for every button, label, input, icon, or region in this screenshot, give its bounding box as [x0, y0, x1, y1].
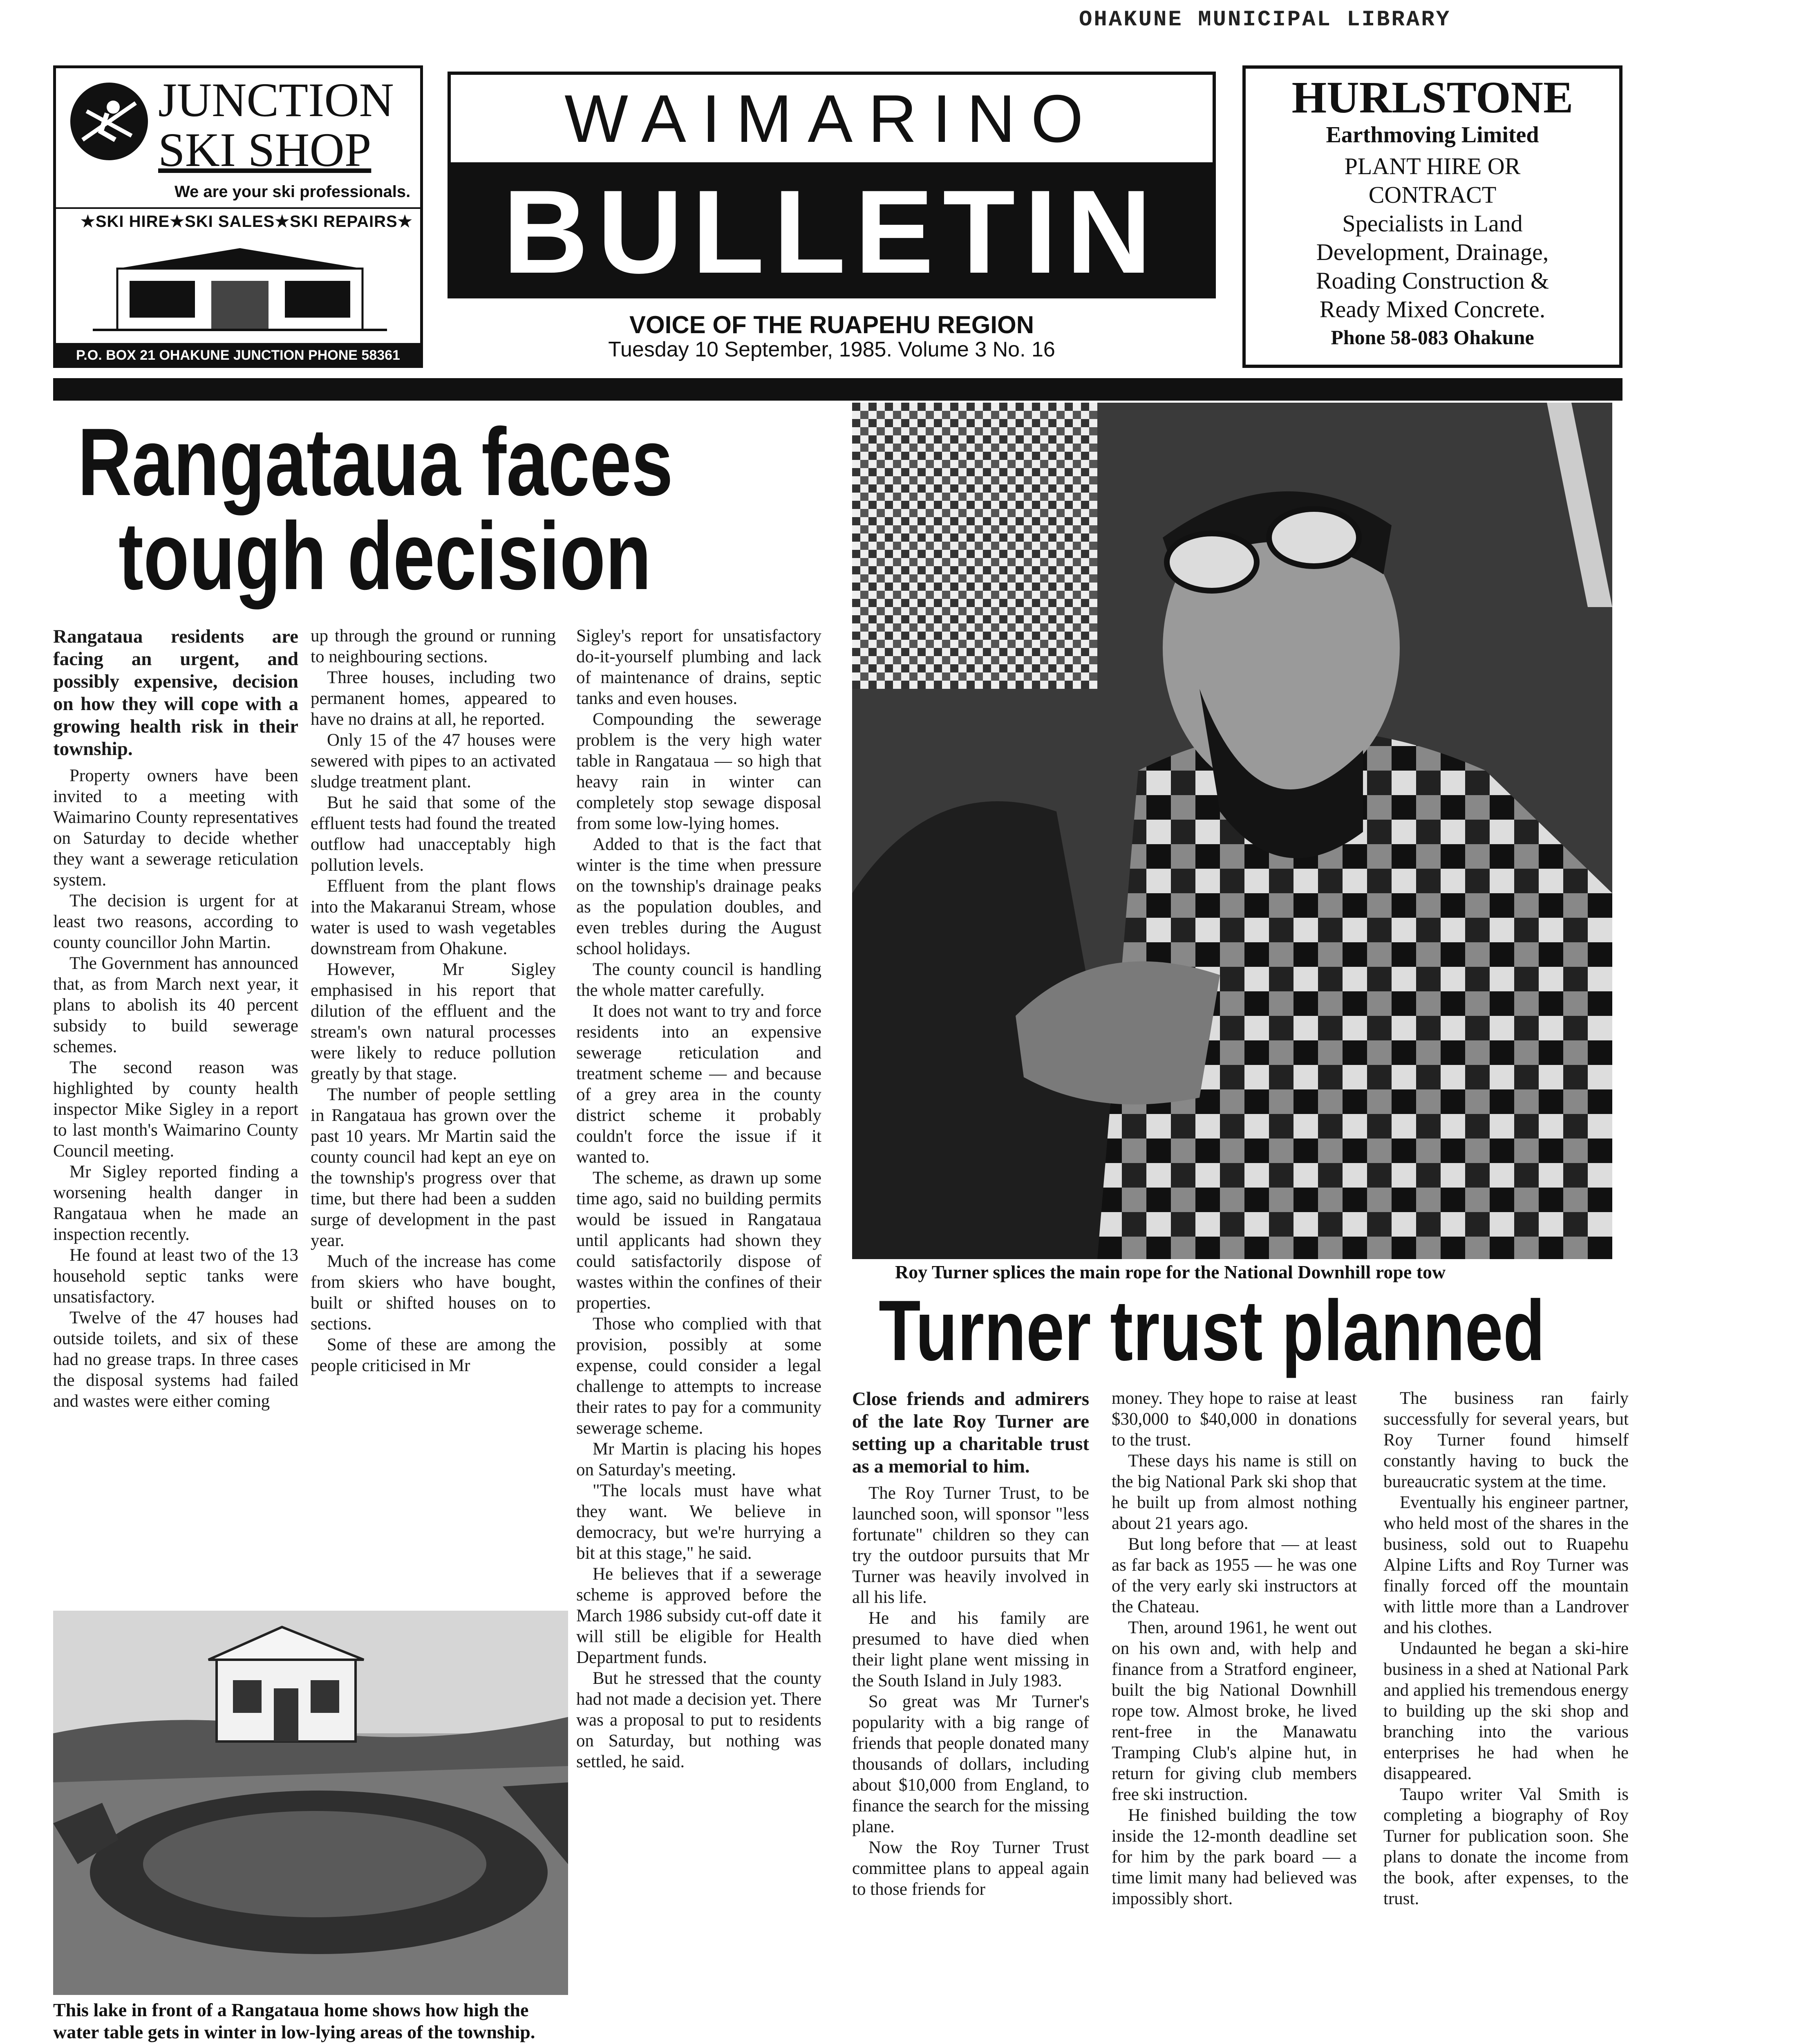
paragraph: Three houses, including two permanent homes, appeared to have no drains at all, he reported.	[311, 668, 556, 729]
paragraph: Mr Sigley reported finding a worsening health danger in Rangataua when he made an inspection recently.	[53, 1162, 298, 1244]
shop-name-line2: SKI SHOP	[158, 123, 371, 177]
paragraph: Sigley's report for unsatisfactory do-it-yourself plumbing and lack of maintenance of drains, septic tanks and even houses.	[576, 626, 821, 708]
paragraph: Those who complied with that provision, possibly at some expense, could consider a legal challenge to attempts to increase their rates to pay for a community sewerage scheme.	[576, 1314, 821, 1438]
masthead-name-main: BULLETIN	[448, 166, 1216, 298]
masthead-slogan: VOICE OF THE RUAPEHU REGION	[629, 311, 1034, 338]
shop-building-drawing	[93, 244, 387, 334]
paragraph: But he said that some of the effluent tests had found the treated outflow had unacceptably high pollution levels.	[311, 793, 556, 875]
paragraph: Then, around 1961, he went out on his own and, with help and finance from a Stratford engineer, built the big National Downhill rope tow. Almost broke, he lived rent-free in the Manawatu Tramping Club's alpine hut, in return for giving club members free ski instruction.	[1112, 1618, 1357, 1804]
story1-headline-line1: Rangataua faces	[78, 408, 673, 515]
paragraph: Now the Roy Turner Trust committee plans to appeal again to those friends for	[852, 1838, 1089, 1899]
paragraph: The number of people settling in Rangataua has grown over the past 10 years. Mr Martin said the county council had kept an eye on the township's progress over that time, but there had been a sudden surge of development in the past year.	[311, 1085, 556, 1250]
library-stamp: OHAKUNE MUNICIPAL LIBRARY	[1079, 7, 1451, 32]
hurlstone-phone: Phone 58-083 Ohakune	[1331, 326, 1534, 349]
story2-column-3	[1383, 1388, 1629, 2044]
paragraph: "The locals must have what they want. We believe in democracy, but we're hurrying a bit at this stage," he said.	[576, 1481, 821, 1563]
shop-footer: P.O. BOX 21 OHAKUNE JUNCTION PHONE 58361	[56, 343, 420, 368]
paragraph: The Roy Turner Trust, to be launched soon, will sponsor "less fortunate" children so they can try the outdoor pursuits that Mr Turner was heavily involved in all his life.	[852, 1484, 1089, 1607]
paragraph: The decision is urgent for at least two reasons, according to county councillor John Martin.	[53, 891, 298, 952]
paragraph: These days his name is still on the big National Park ski shop that he built up from almost nothing about 21 years ago.	[1112, 1451, 1357, 1533]
paragraph: Mr Martin is placing his hopes on Saturday's meeting.	[576, 1439, 821, 1479]
story1-column-1	[53, 625, 298, 1598]
skier-logo	[66, 78, 152, 164]
paragraph: Twelve of the 47 houses had outside toilets, and six of these had no grease traps. In three cases the disposal systems had failed and wastes were either coming	[53, 1308, 298, 1411]
paragraph: So great was Mr Turner's popularity with a big range of friends that people donated many thousands of dollars, including about $10,000 from England, to finance the search for the missing plane.	[852, 1692, 1089, 1836]
story1-headline-line2: tough decision	[119, 502, 651, 610]
paragraph: He found at least two of the 13 household septic tanks were unsatisfactory.	[53, 1246, 298, 1307]
story1-column-3	[576, 625, 821, 2044]
paragraph: The Government has announced that, as from March next year, it plans to abolish its 40 percent subsidy to build sewerage schemes.	[53, 954, 298, 1056]
paragraph: Much of the increase has come from skiers who have bought, built or shifted houses on to sections.	[311, 1252, 556, 1334]
paragraph: The business ran fairly successfully for several years, but Roy Turner found himself constantly having to buck the bureaucratic system at the time.	[1383, 1389, 1629, 1491]
shop-tagline: We are your ski professionals.	[175, 183, 411, 201]
paragraph: Undaunted he began a ski-hire business in a shed at National Park and applied his tremendous energy to building up the ski shop and branching into the various enterprises he had when he disappeared.	[1383, 1639, 1629, 1783]
roy-turner-photo-caption: Roy Turner splices the main rope for the National Downhill rope tow	[895, 1262, 1446, 1282]
paragraph: The scheme, as drawn up some time ago, said no building permits would be issued in Rangataua until applicants had shown they could satisfactorily dispose of wastes within the confines of their properties.	[576, 1168, 821, 1313]
paragraph: He finished building the tow inside the 12-month deadline set for him by the park board — a time limit many had believed was impossibly short.	[1112, 1806, 1357, 1908]
paragraph: Effluent from the plant flows into the Makaranui Stream, whose water is used to wash vegetables downstream from Ohakune.	[311, 876, 556, 958]
shop-services: ★SKI HIRE★SKI SALES★SKI REPAIRS★	[81, 213, 413, 231]
paragraph: The county council is handling the whole matter carefully.	[576, 960, 821, 1000]
hurlstone-ad	[1242, 65, 1622, 368]
story1-headline	[53, 408, 838, 610]
story2-lead: Close friends and admirers of the late Roy Turner are setting up a charitable trust as a memorial to him.	[852, 1388, 1089, 1477]
paragraph: However, Mr Sigley emphasised in his report that dilution of the effluent and the stream's own natural processes were likely to reduce pollution greatly by that stage.	[311, 960, 556, 1083]
paragraph: But he stressed that the county had not made a decision yet. There was a proposal to put to residents on Saturday, but nothing was settled, he said.	[576, 1669, 821, 1771]
story2-headline: Turner trust planned	[879, 1282, 1545, 1378]
masthead-name-top: WAIMARINO	[448, 72, 1216, 166]
story2-column-1	[852, 1388, 1089, 2044]
paragraph: Eventually his engineer partner, who held most of the shares in the business, sold out to Ruapehu Alpine Lifts and Roy Turner was finally forced off the mountain with little more than a Landrover and his clothes.	[1383, 1493, 1629, 1637]
paragraph: He believes that if a sewerage scheme is approved before the March 1986 subsidy cut-off date it will still be eligible for Health Department funds.	[576, 1564, 821, 1667]
paragraph: Some of these are among the people criticised in Mr	[311, 1335, 556, 1375]
hurlstone-line5: Roading Construction &	[1316, 267, 1549, 294]
header-rule	[53, 378, 1622, 401]
rangataua-house-photo	[53, 1611, 568, 1995]
masthead-dateline: Tuesday 10 September, 1985. Volume 3 No. 16	[608, 338, 1055, 361]
paragraph: The second reason was highlighted by county health inspector Mike Sigley in a report to last month's Waimarino County Council meeting.	[53, 1058, 298, 1161]
story1-lead: Rangataua residents are facing an urgent, and possibly expensive, decision on how they will cope with a growing health risk in their township.	[53, 626, 298, 760]
paragraph: Property owners have been invited to a meeting with Waimarino County representatives on Saturday to decide whether they want a sewerage reticulation system.	[53, 766, 298, 890]
story2-column-2	[1112, 1388, 1357, 2044]
hurlstone-line4: Development, Drainage,	[1316, 239, 1549, 265]
paragraph: Added to that is the fact that winter is the time when pressure on the township's drainage peaks as the population doubles, and even trebles during the August school holidays.	[576, 835, 821, 958]
shop-name-line1: JUNCTION	[158, 73, 394, 127]
paragraph: Taupo writer Val Smith is completing a biography of Roy Turner for publication soon. She plans to donate the income from the book, after expenses, to the trust.	[1383, 1785, 1629, 1908]
paragraph: money. They hope to raise at least $30,000 to $40,000 in donations to the trust.	[1112, 1389, 1357, 1450]
hurlstone-line2: CONTRACT	[1368, 182, 1497, 208]
hurlstone-line6: Ready Mixed Concrete.	[1319, 296, 1546, 323]
paragraph: up through the ground or running to neighbouring sections.	[311, 626, 556, 666]
paragraph: It does not want to try and force residents into an expensive sewerage reticulation and treatment scheme — and because of a grey area in the county district scheme it probably couldn't force the issue if it wanted to.	[576, 1002, 821, 1167]
hurlstone-line3: Specialists in Land	[1342, 210, 1523, 237]
masthead	[448, 72, 1216, 366]
hurlstone-line1: PLANT HIRE OR	[1344, 153, 1521, 179]
rangataua-photo-caption: This lake in front of a Rangataua home shows how high the water table gets in winter in low-lying areas of the township.	[53, 1999, 535, 2042]
paragraph: He and his family are presumed to have died when their light plane went missing in the South Island in July 1983.	[852, 1609, 1089, 1690]
roy-turner-photo	[852, 403, 1612, 1259]
paragraph: Compounding the sewerage problem is the very high water table in Rangataua — so high that heavy rain in winter can completely stop sewage disposal from some low-lying homes.	[576, 710, 821, 833]
paragraph: Only 15 of the 47 houses were sewered with pipes to an activated sludge treatment plant.	[311, 731, 556, 791]
paragraph: But long before that — at least as far back as 1955 — he was one of the very early ski instructors at the Chateau.	[1112, 1535, 1357, 1616]
hurlstone-subname: Earthmoving Limited	[1326, 122, 1539, 148]
hurlstone-name: HURLSTONE	[1291, 72, 1573, 122]
junction-ski-shop-ad	[53, 65, 423, 368]
story1-column-2	[311, 625, 556, 1598]
